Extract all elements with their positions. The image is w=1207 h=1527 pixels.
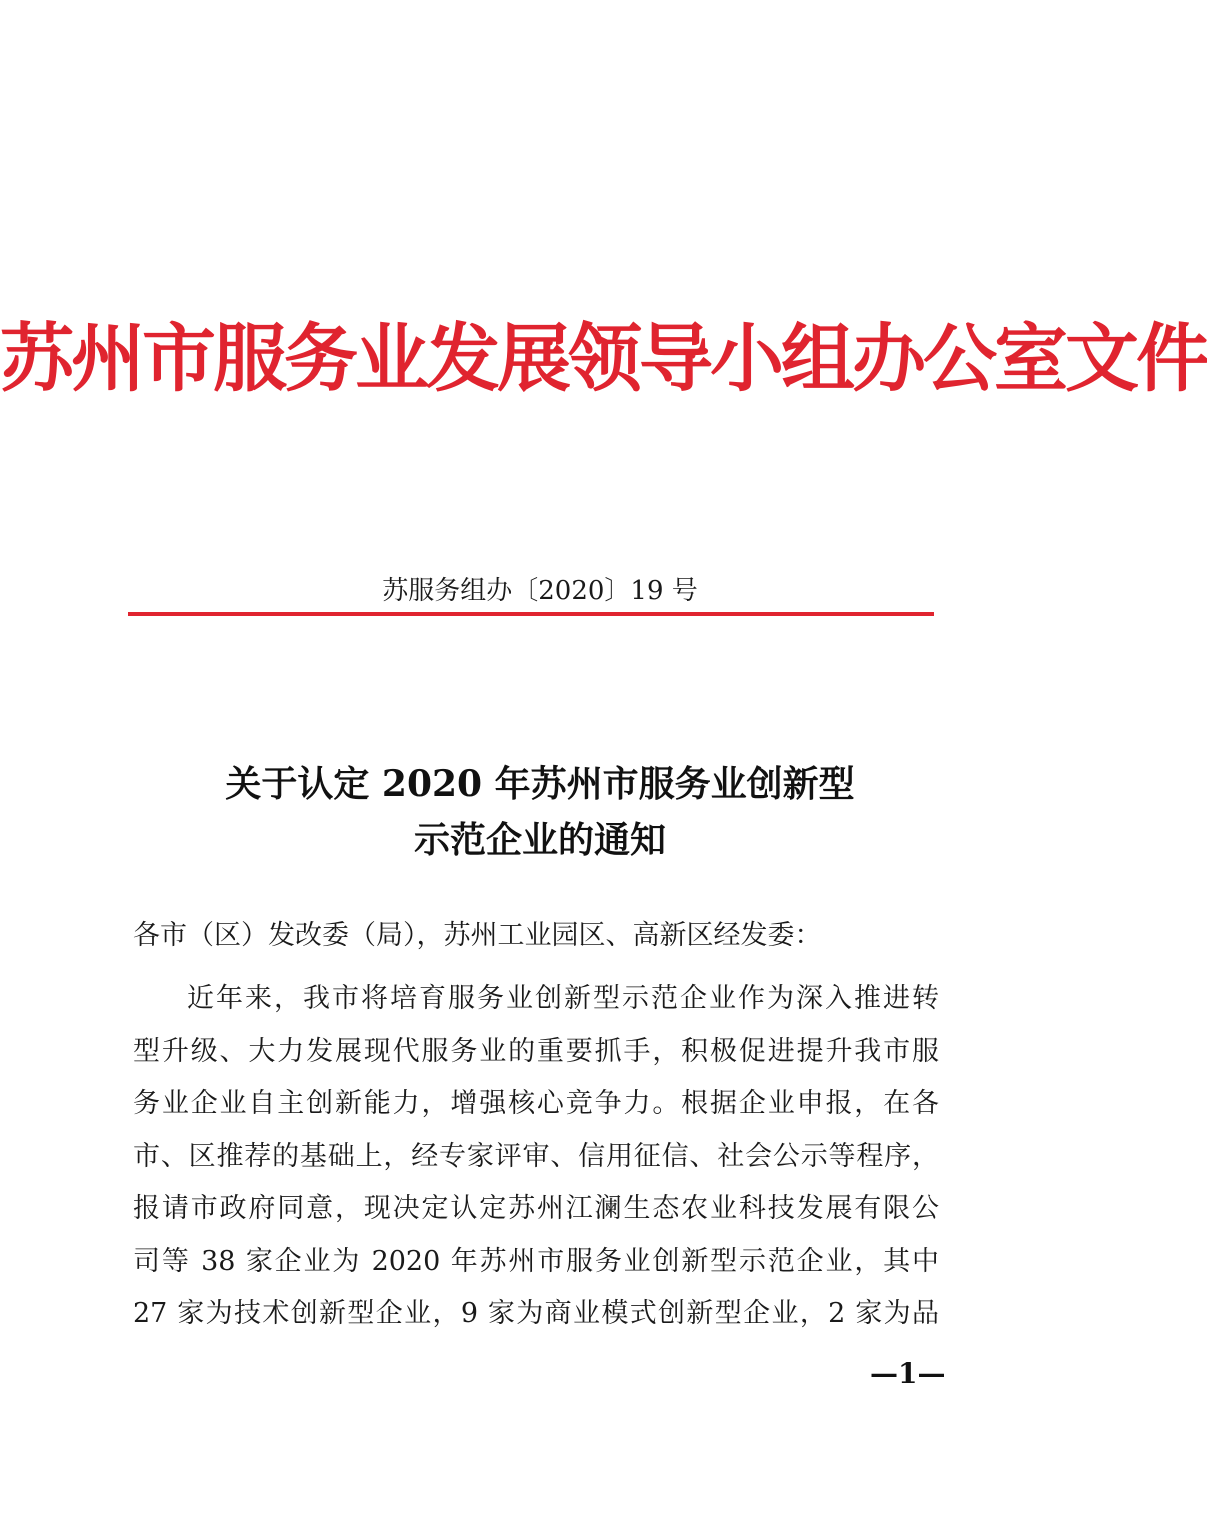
- body-line: 27 家为技术创新型企业，9 家为商业模式创新型企业，2 家为品: [133, 1298, 939, 1329]
- body-line: 司等 38 家企业为 2020 年苏州市服务业创新型示范企业，其中: [133, 1245, 939, 1277]
- document-number: 苏服务组办〔2020〕19 号: [382, 576, 698, 606]
- body-line: 务业企业自主创新能力，增强核心竞争力。根据企业申报，在各: [133, 1088, 939, 1119]
- addressee: 各市（区）发改委（局），苏州工业园区、高新区经发委：: [133, 920, 822, 951]
- body-line: 市、区推荐的基础上，经专家评审、信用征信、社会公示等程序，: [133, 1140, 939, 1172]
- notice-title: [0, 756, 1080, 868]
- notice-title-line-2: 示范企业的通知: [413, 819, 666, 861]
- body-line: 近年来，我市将培育服务业创新型示范企业作为深入推进转: [187, 983, 939, 1014]
- issuer-masthead: 苏州市服务业发展领导小组办公室文件: [0, 316, 1207, 402]
- notice-title-line-1: 关于认定 2020 年苏州市服务业创新型: [225, 763, 855, 805]
- page-number: —1—: [870, 1357, 946, 1390]
- body-line: 型升级、大力发展现代服务业的重要抓手，积极促进提升我市服: [133, 1035, 939, 1067]
- red-divider-line: [128, 612, 934, 616]
- body-paragraph: [133, 973, 939, 1341]
- body-line: 报请市政府同意，现决定认定苏州江澜生态农业科技发展有限公: [133, 1193, 939, 1224]
